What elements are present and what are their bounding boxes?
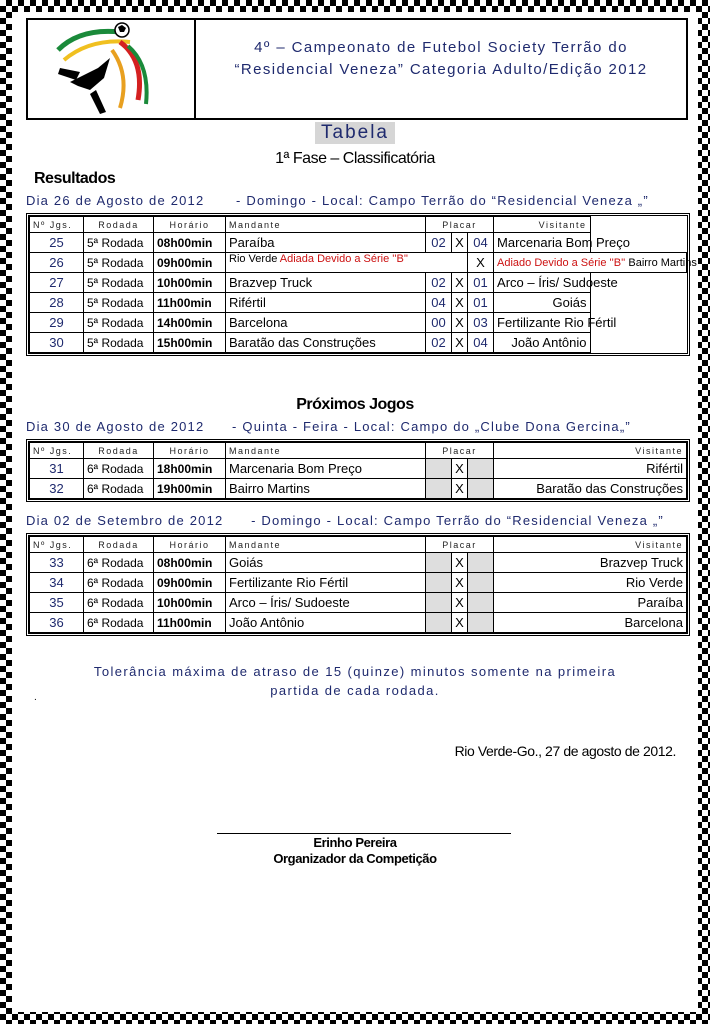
signer-block bbox=[12, 835, 698, 867]
away-score: 04 bbox=[468, 233, 494, 253]
stray-dot: . bbox=[34, 692, 37, 703]
game-num: 28 bbox=[30, 293, 84, 313]
resultados-label: Resultados bbox=[34, 170, 116, 187]
postponed-note-away: Adiado Devido a Série ''B'' bbox=[497, 256, 626, 269]
time: 09h00min bbox=[154, 573, 226, 593]
versus: X bbox=[452, 593, 468, 613]
versus: X bbox=[452, 293, 468, 313]
game-num: 34 bbox=[30, 573, 84, 593]
home-team: Arco – Íris/ Sudoeste bbox=[226, 593, 426, 613]
day1-info: - Domingo - Local: Campo Terrão do “Residencial Veneza „” bbox=[236, 193, 649, 208]
away-score: 01 bbox=[468, 273, 494, 293]
round: 5ª Rodada bbox=[84, 253, 154, 273]
home-score bbox=[426, 459, 452, 479]
versus: X bbox=[452, 233, 468, 253]
championship-title bbox=[196, 20, 686, 118]
page bbox=[12, 12, 698, 1012]
away-score: 01 bbox=[468, 293, 494, 313]
round: 6ª Rodada bbox=[84, 479, 154, 499]
round: 6ª Rodada bbox=[84, 613, 154, 633]
next-games-table-1 bbox=[26, 439, 690, 502]
table-row bbox=[30, 459, 687, 479]
tolerance-line-1: Tolerância máxima de atraso de 15 (quinze) minutos somente na primeira bbox=[93, 664, 617, 679]
day3-date: Dia 02 de Setembro de 2012 bbox=[26, 513, 224, 528]
away-score bbox=[468, 553, 494, 573]
round: 6ª Rodada bbox=[84, 593, 154, 613]
game-num: 33 bbox=[30, 553, 84, 573]
postponed-note-home: Adiada Devido a Série ''B'' bbox=[279, 253, 409, 265]
table-row bbox=[30, 479, 687, 499]
time: 08h00min bbox=[154, 233, 226, 253]
col-horario: Horário bbox=[154, 443, 226, 459]
table-row bbox=[30, 593, 687, 613]
away-team: Rio Verde bbox=[494, 573, 687, 593]
phase-subtitle: 1ª Fase – Classificatória bbox=[275, 150, 435, 167]
home-team bbox=[226, 253, 468, 273]
versus: X bbox=[452, 333, 468, 353]
versus: X bbox=[452, 273, 468, 293]
round: 5ª Rodada bbox=[84, 273, 154, 293]
away-team: Goiás bbox=[494, 293, 590, 313]
round: 6ª Rodada bbox=[84, 573, 154, 593]
table-row bbox=[30, 293, 687, 313]
proximos-jogos-heading: Próximos Jogos bbox=[296, 396, 414, 413]
day3-info: - Domingo - Local: Campo Terrão do “Residencial Veneza „” bbox=[251, 513, 664, 528]
time: 11h00min bbox=[154, 613, 226, 633]
game-num: 31 bbox=[30, 459, 84, 479]
away-score: 03 bbox=[468, 313, 494, 333]
table-row bbox=[30, 273, 687, 293]
time: 10h00min bbox=[154, 593, 226, 613]
away-team: Barcelona bbox=[494, 613, 687, 633]
tolerance-note bbox=[12, 662, 698, 700]
away-score: 04 bbox=[468, 333, 494, 353]
game-num: 26 bbox=[30, 253, 84, 273]
away-team-name: Bairro Martins bbox=[628, 256, 697, 269]
home-team: Barcelona bbox=[226, 313, 426, 333]
results-table bbox=[26, 213, 697, 356]
versus: X bbox=[452, 573, 468, 593]
tolerance-line-2: partida de cada rodada. bbox=[270, 683, 440, 698]
home-score: 02 bbox=[426, 273, 452, 293]
col-mandante: Mandante bbox=[226, 537, 426, 553]
away-team: Fertilizante Rio Fértil bbox=[494, 313, 590, 333]
col-rodada: Rodada bbox=[84, 443, 154, 459]
table-row bbox=[30, 233, 687, 253]
home-team: João Antônio bbox=[226, 613, 426, 633]
day1-line bbox=[26, 192, 649, 210]
away-team: Arco – Íris/ Sudoeste bbox=[494, 273, 590, 293]
home-score: 04 bbox=[426, 293, 452, 313]
signer-role: Organizador da Competição bbox=[273, 851, 437, 866]
home-score bbox=[426, 593, 452, 613]
col-rodada: Rodada bbox=[84, 217, 154, 233]
home-score bbox=[426, 573, 452, 593]
col-placar: Placar bbox=[426, 217, 494, 233]
time: 11h00min bbox=[154, 293, 226, 313]
home-team-name: Rio Verde bbox=[229, 253, 278, 265]
round: 5ª Rodada bbox=[84, 233, 154, 253]
round: 5ª Rodada bbox=[84, 313, 154, 333]
time: 10h00min bbox=[154, 273, 226, 293]
table-header bbox=[30, 217, 687, 233]
title-line-2: “Residencial Veneza” Categoria Adulto/Edição 2012 bbox=[234, 61, 648, 78]
round: 6ª Rodada bbox=[84, 459, 154, 479]
day2-line bbox=[26, 418, 631, 436]
place-date: Rio Verde-Go., 27 de agosto de 2012. bbox=[454, 743, 676, 759]
time: 19h00min bbox=[154, 479, 226, 499]
game-num: 36 bbox=[30, 613, 84, 633]
col-num: Nº Jgs. bbox=[30, 443, 84, 459]
title-line-1: 4º – Campeonato de Futebol Society Terrão do bbox=[254, 39, 628, 56]
col-num: Nº Jgs. bbox=[30, 537, 84, 553]
game-num: 35 bbox=[30, 593, 84, 613]
col-placar: Placar bbox=[426, 443, 494, 459]
col-horario: Horário bbox=[154, 537, 226, 553]
game-num: 27 bbox=[30, 273, 84, 293]
versus: X bbox=[468, 253, 494, 273]
table-row bbox=[30, 573, 687, 593]
next-games-table-2 bbox=[26, 533, 690, 636]
versus: X bbox=[452, 459, 468, 479]
away-score bbox=[468, 459, 494, 479]
col-horario: Horário bbox=[154, 217, 226, 233]
round: 5ª Rodada bbox=[84, 333, 154, 353]
game-num: 29 bbox=[30, 313, 84, 333]
away-team: Marcenaria Bom Preço bbox=[494, 233, 590, 253]
home-score: 00 bbox=[426, 313, 452, 333]
away-team: Baratão das Construções bbox=[494, 479, 687, 499]
away-team: Rifértil bbox=[494, 459, 687, 479]
versus: X bbox=[452, 313, 468, 333]
col-mandante: Mandante bbox=[226, 217, 426, 233]
col-num: Nº Jgs. bbox=[30, 217, 84, 233]
time: 09h00min bbox=[154, 253, 226, 273]
signature-line bbox=[217, 833, 511, 834]
versus: X bbox=[452, 553, 468, 573]
table-row bbox=[30, 313, 687, 333]
header bbox=[26, 18, 688, 120]
away-score bbox=[468, 479, 494, 499]
away-score bbox=[468, 613, 494, 633]
away-team: João Antônio bbox=[494, 333, 590, 353]
table-header bbox=[30, 537, 687, 553]
game-num: 32 bbox=[30, 479, 84, 499]
home-score bbox=[426, 479, 452, 499]
game-num: 25 bbox=[30, 233, 84, 253]
soccer-logo-icon bbox=[50, 20, 160, 116]
day3-line bbox=[26, 512, 664, 530]
table-header bbox=[30, 443, 687, 459]
away-team bbox=[494, 253, 697, 273]
tabela-label: Tabela bbox=[315, 122, 395, 144]
day2-info: - Quinta - Feira - Local: Campo do „Clube Dona Gercina„” bbox=[232, 419, 631, 434]
home-score: 02 bbox=[426, 233, 452, 253]
time: 15h00min bbox=[154, 333, 226, 353]
away-team: Paraíba bbox=[494, 593, 687, 613]
home-team: Paraíba bbox=[226, 233, 426, 253]
col-mandante: Mandante bbox=[226, 443, 426, 459]
home-score bbox=[426, 613, 452, 633]
home-team: Marcenaria Bom Preço bbox=[226, 459, 426, 479]
away-score bbox=[468, 573, 494, 593]
home-team: Baratão das Construções bbox=[226, 333, 426, 353]
home-team: Brazvep Truck bbox=[226, 273, 426, 293]
versus: X bbox=[452, 479, 468, 499]
tabela-heading bbox=[12, 122, 698, 144]
day1-date: Dia 26 de Agosto de 2012 bbox=[26, 193, 205, 208]
table-row bbox=[30, 333, 687, 353]
col-rodada: Rodada bbox=[84, 537, 154, 553]
home-score: 02 bbox=[426, 333, 452, 353]
round: 5ª Rodada bbox=[84, 293, 154, 313]
away-score bbox=[468, 593, 494, 613]
table-row bbox=[30, 553, 687, 573]
home-team: Goiás bbox=[226, 553, 426, 573]
col-visitante: Visitante bbox=[494, 217, 590, 233]
col-placar: Placar bbox=[426, 537, 494, 553]
day2-date: Dia 30 de Agosto de 2012 bbox=[26, 419, 205, 434]
table-row bbox=[30, 613, 687, 633]
home-team: Rifértil bbox=[226, 293, 426, 313]
versus: X bbox=[452, 613, 468, 633]
home-score bbox=[426, 553, 452, 573]
home-team: Bairro Martins bbox=[226, 479, 426, 499]
home-team: Fertilizante Rio Fértil bbox=[226, 573, 426, 593]
logo-box bbox=[28, 20, 196, 118]
time: 18h00min bbox=[154, 459, 226, 479]
table-row bbox=[30, 253, 687, 273]
col-visitante: Visitante bbox=[494, 537, 687, 553]
round: 6ª Rodada bbox=[84, 553, 154, 573]
time: 14h00min bbox=[154, 313, 226, 333]
signer-name: Erinho Pereira bbox=[313, 835, 397, 850]
col-visitante: Visitante bbox=[494, 443, 687, 459]
time: 08h00min bbox=[154, 553, 226, 573]
away-team: Brazvep Truck bbox=[494, 553, 687, 573]
game-num: 30 bbox=[30, 333, 84, 353]
